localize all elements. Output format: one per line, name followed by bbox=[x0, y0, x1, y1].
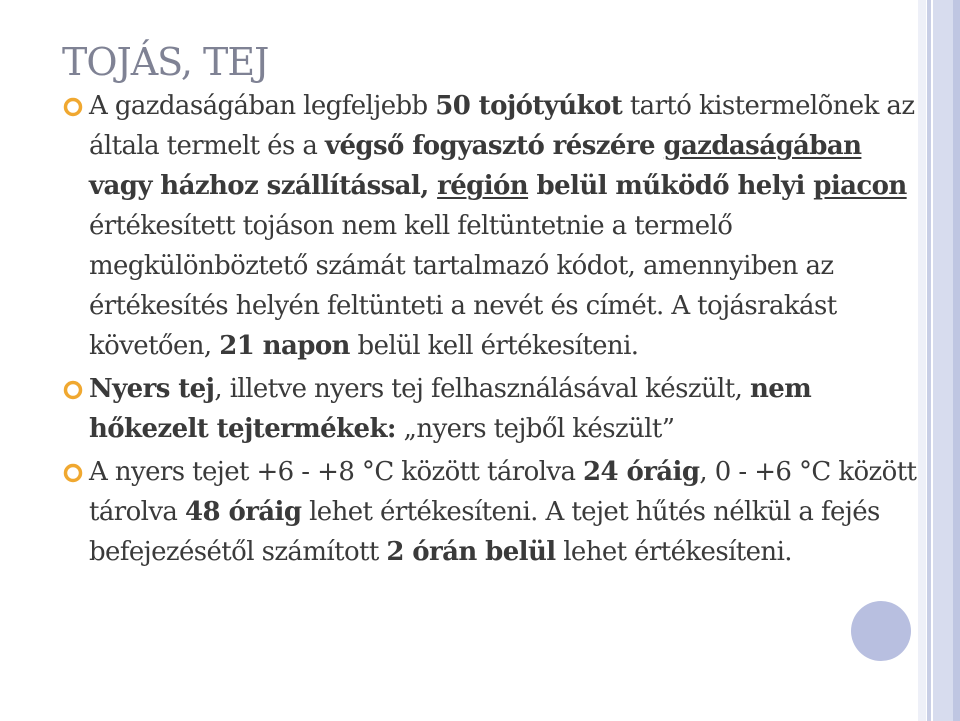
bullet-text: A gazdaságában legfeljebb 50 tojótyúkot tartó kistermelõnek az általa termelt és a végső fogyasztó részére gazdaságában vagy házhoz szállítással, régión belül működő helyi piacon értékesített tojáson nem kell feltüntetnie a termelő megkülönböztető számát tartalmazó kódot, amennyiben az értékesítés helyén feltünteti a nevét és címét. A tojásrakást követően, 21 napon belül kell értékesíteni. bbox=[89, 91, 915, 361]
decor-stripe bbox=[933, 0, 953, 721]
hollow-circle-bullet-icon bbox=[62, 96, 84, 118]
hollow-circle-bullet-icon bbox=[62, 462, 84, 484]
bullet-text: A nyers tejet +6 - +8 °C között tárolva 24 óráig, 0 - +6 °C között tárolva 48 óráig lehet értékesíteni. A tejet hűtés nélkül a fejés befejezésétől számított 2 órán belül lehet értékesíteni. bbox=[89, 457, 917, 567]
bullet-item bbox=[62, 452, 922, 572]
slide-title: TOJÁS, TEJ bbox=[62, 40, 269, 84]
bullet-item bbox=[62, 86, 922, 366]
bullet-text: Nyers tej, illetve nyers tej felhasználásával készült, nem hőkezelt tejtermékek: „nyers tejből készült” bbox=[89, 374, 812, 444]
decor-stripe bbox=[953, 0, 960, 721]
hollow-circle-bullet-icon bbox=[62, 379, 84, 401]
bullet-item bbox=[62, 369, 922, 449]
decor-stripe bbox=[927, 0, 931, 721]
decor-circle bbox=[851, 601, 911, 661]
slide-content bbox=[62, 86, 922, 572]
